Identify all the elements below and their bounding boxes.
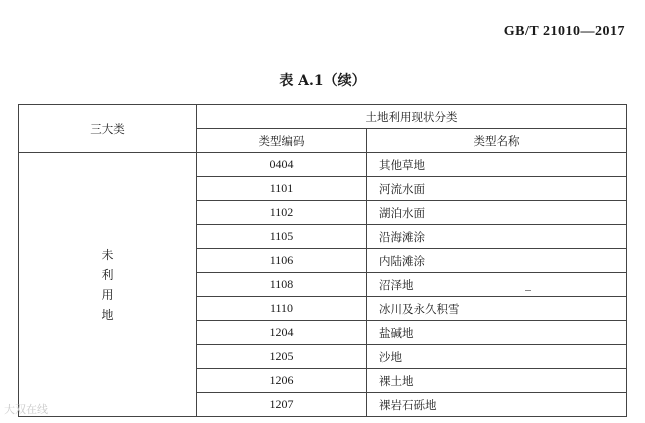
type-name: 沙地 — [367, 345, 627, 369]
type-name: 湖泊水面 — [367, 201, 627, 225]
type-name: 沿海滩涂 — [367, 225, 627, 249]
type-name: 盐碱地 — [367, 321, 627, 345]
type-code: 1205 — [197, 345, 367, 369]
type-name: 冰川及永久积雪 — [367, 297, 627, 321]
type-code: 1105 — [197, 225, 367, 249]
standard-number: GB/T 21010—2017 — [503, 24, 625, 39]
category-char: 地 — [101, 307, 114, 322]
header-name: 类型名称 — [367, 129, 627, 153]
header-code: 类型编码 — [197, 129, 367, 153]
header-category: 三大类 — [19, 105, 197, 153]
type-name: 裸土地 — [367, 369, 627, 393]
type-name: 裸岩石砾地 — [367, 393, 627, 417]
stray-mark — [525, 290, 531, 291]
type-name: 河流水面 — [367, 177, 627, 201]
category-char: 未 — [101, 247, 114, 262]
type-code: 1101 — [197, 177, 367, 201]
type-code: 1204 — [197, 321, 367, 345]
category-char: 用 — [101, 287, 114, 302]
type-code: 1102 — [197, 201, 367, 225]
table-row — [19, 153, 627, 177]
type-name: 沼泽地 — [367, 273, 627, 297]
type-code: 0404 — [197, 153, 367, 177]
header-group: 土地利用现状分类 — [197, 105, 627, 129]
land-use-table — [18, 104, 627, 417]
type-name: 其他草地 — [367, 153, 627, 177]
type-code: 1108 — [197, 273, 367, 297]
category-cell — [19, 153, 197, 417]
category-char: 利 — [101, 267, 114, 282]
table-title: 表 A.1（续） — [279, 73, 366, 89]
type-code: 1106 — [197, 249, 367, 273]
watermark: 大双在线 — [4, 403, 48, 416]
type-code: 1207 — [197, 393, 367, 417]
type-code: 1206 — [197, 369, 367, 393]
type-code: 1110 — [197, 297, 367, 321]
type-name: 内陆滩涂 — [367, 249, 627, 273]
